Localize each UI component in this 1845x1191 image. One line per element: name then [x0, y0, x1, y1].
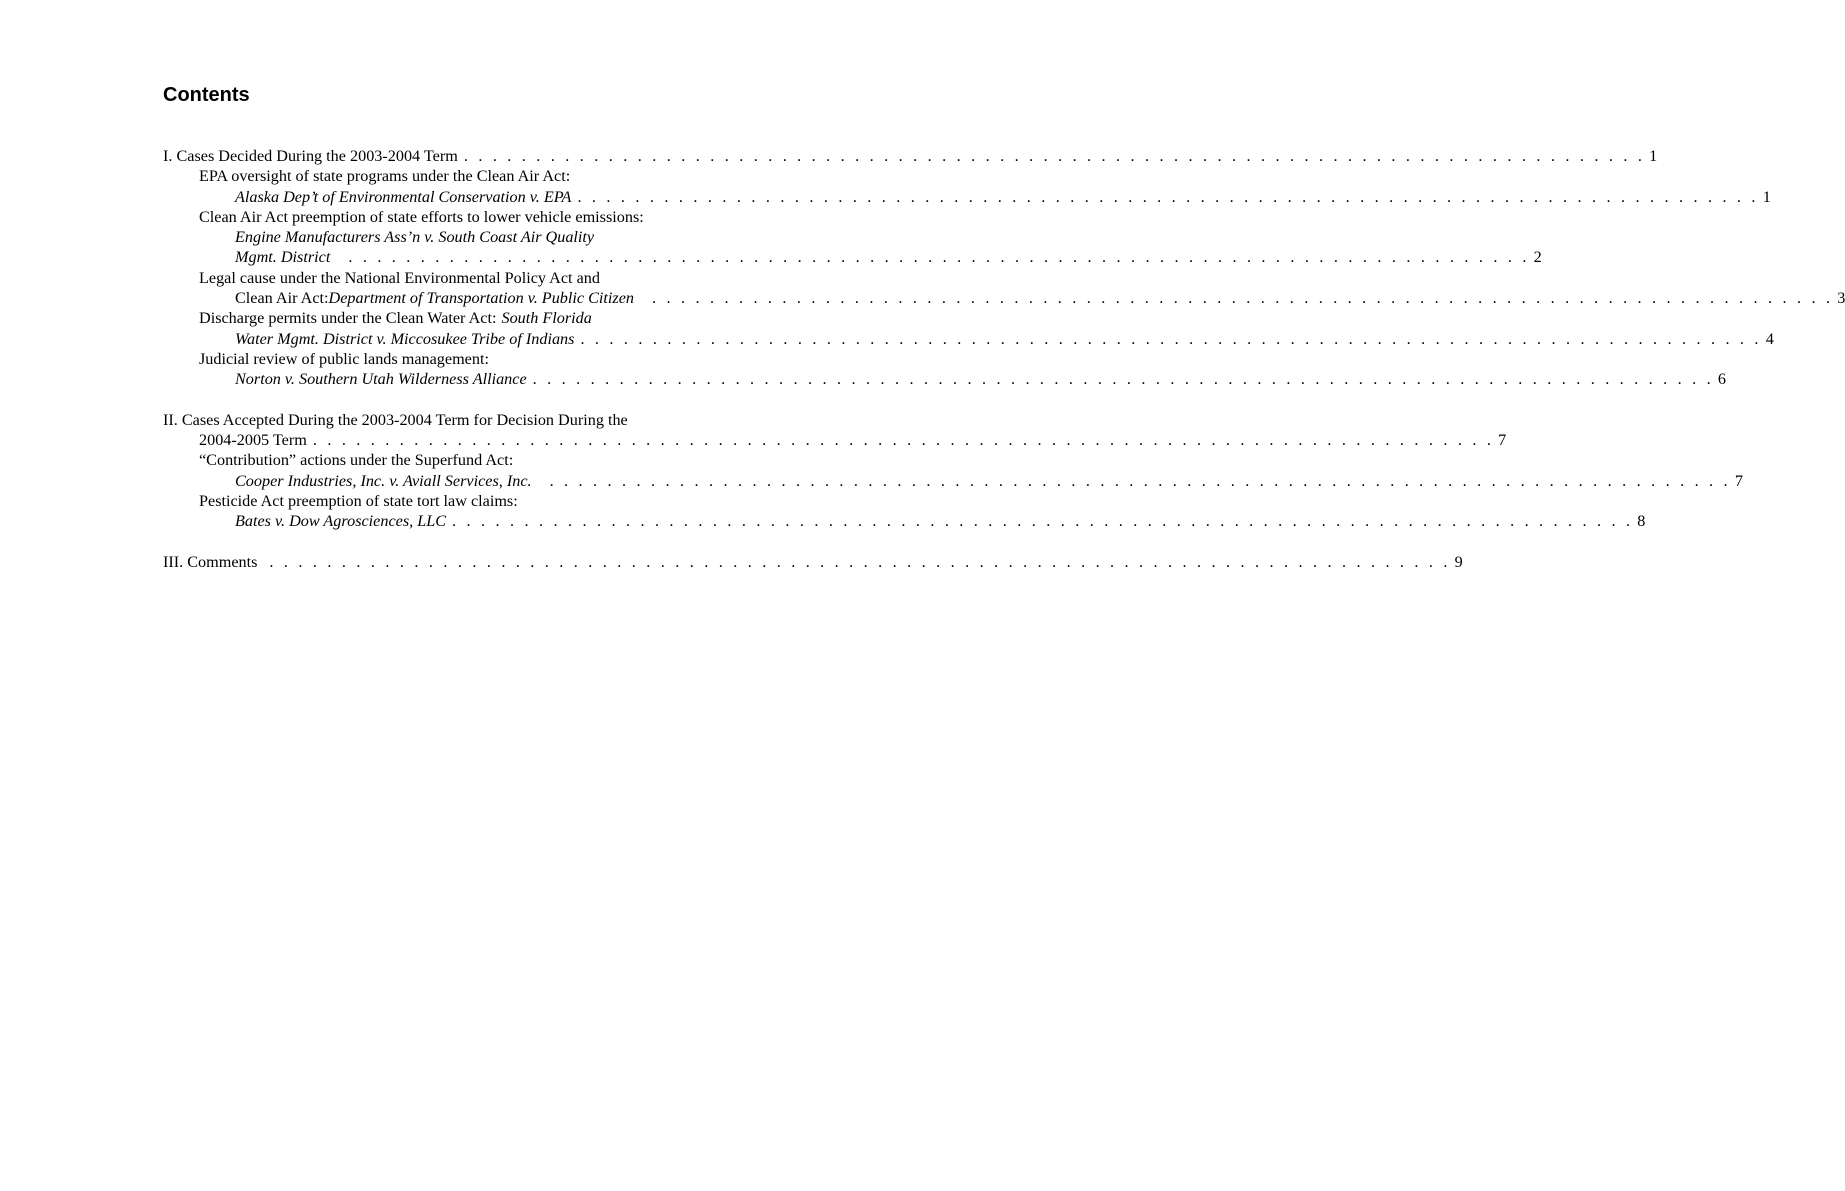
page-number: 7 — [1734, 471, 1743, 490]
case-title: Department of Transportation v. Public Citizen — [328, 289, 634, 308]
toc-section-2 — [163, 410, 1743, 532]
dot-leader: . . . . . . . . . . . . . . . . . . . . . . . . . . . . . . . . . . . . . . . . . . . . . . . . . . . . . . . . . . . . . . . . . . . . . . . . . . . . . . . . . . — [651, 289, 1834, 308]
toc-entry-engine-manufacturers[interactable] — [163, 247, 1542, 267]
toc-topic — [163, 491, 758, 511]
dot-leader: . . . . . . . . . . . . . . . . . . . . . . . . . . . . . . . . . . . . . . . . . . . . . . . . . . . . . . . . . . . . . . . . . . . . . . . . . . . . . . . . . . — [577, 187, 1759, 206]
toc-section-1 — [163, 146, 1845, 390]
toc-topic — [163, 166, 758, 186]
dot-leader: . . . . . . . . . . . . . . . . . . . . . . . . . . . . . . . . . . . . . . . . . . . . . . . . . . . . . . . . . . . . . . . . . . . . . . . . . . . . . . . . . . — [463, 147, 1646, 165]
page-number: 2 — [1533, 248, 1542, 267]
case-title: Alaska Dep’t of Environmental Conservation v. EPA — [235, 187, 572, 206]
toc-entry-section-2[interactable] — [163, 430, 1507, 450]
toc-entry-miccosukee[interactable] — [163, 329, 1774, 349]
dot-leader: . . . . . . . . . . . . . . . . . . . . . . . . . . . . . . . . . . . . . . . . . . . . . . . . . . . . . . . . . . . . . . . . . . . . . . . . . . . . . . . . . . — [312, 431, 1495, 450]
toc-topic — [163, 308, 758, 328]
dot-leader: . . . . . . . . . . . . . . . . . . . . . . . . . . . . . . . . . . . . . . . . . . . . . . . . . . . . . . . . . . . . . . . . . . . . . . . . . . . . . . . . . . — [532, 370, 1714, 389]
topic-text: Judicial review of public lands management: — [199, 349, 489, 368]
page-number: 3 — [1837, 289, 1845, 308]
section-2-heading: II. Cases Accepted During the 2003-2004 Term for Decision During the — [163, 410, 628, 429]
toc-section-3 — [163, 552, 1463, 572]
toc-entry-bates[interactable] — [163, 511, 1646, 531]
page-number: 1 — [1762, 187, 1771, 206]
topic-text: EPA oversight of state programs under the Clean Air Act: — [199, 167, 571, 186]
page-title: Contents — [163, 84, 250, 106]
case-title: Mgmt. District — [235, 248, 331, 267]
case-title: Norton v. Southern Utah Wilderness Alliance — [235, 370, 527, 389]
dot-leader: . . . . . . . . . . . . . . . . . . . . . . . . . . . . . . . . . . . . . . . . . . . . . . . . . . . . . . . . . . . . . . . . . . . . . . . . . . . . . . . . . . — [269, 552, 1451, 571]
case-title: Engine Manufacturers Ass’n v. South Coast Air Quality — [235, 228, 595, 247]
page-number: 4 — [1765, 329, 1774, 348]
dot-leader: . . . . . . . . . . . . . . . . . . . . . . . . . . . . . . . . . . . . . . . . . . . . . . . . . . . . . . . . . . . . . . . . . . . . . . . . . . . . . . . . . . — [580, 329, 1762, 348]
section-1-heading: I. Cases Decided During the 2003-2004 Term — [163, 147, 458, 165]
dot-leader: . . . . . . . . . . . . . . . . . . . . . . . . . . . . . . . . . . . . . . . . . . . . . . . . . . . . . . . . . . . . . . . . . . . . . . . . . . . . . . . . . . — [348, 248, 1530, 267]
case-title: Cooper Industries, Inc. v. Aviall Services, Inc. — [235, 471, 532, 490]
topic-text: “Contribution” actions under the Superfund Act: — [199, 451, 514, 470]
dot-leader: . . . . . . . . . . . . . . . . . . . . . . . . . . . . . . . . . . . . . . . . . . . . . . . . . . . . . . . . . . . . . . . . . . . . . . . . . . . . . . . . . . — [549, 471, 1731, 490]
toc-entry-section-3[interactable] — [163, 552, 1463, 572]
page-number: 1 — [1649, 147, 1658, 165]
case-title: Bates v. Dow Agrosciences, LLC — [235, 512, 447, 531]
toc-case-continued — [163, 227, 758, 247]
toc-entry-cooper[interactable] — [163, 471, 1743, 491]
section-2-heading-line — [163, 410, 758, 430]
toc-topic — [163, 450, 758, 470]
topic-text: Clean Air Act preemption of state efforts to lower vehicle emissions: — [199, 207, 644, 226]
toc-entry-alaska[interactable] — [163, 187, 1771, 207]
toc-entry-public-citizen[interactable] — [163, 288, 1845, 308]
case-title: Water Mgmt. District v. Miccosukee Tribe of Indians — [235, 329, 575, 348]
page-number: 7 — [1498, 431, 1507, 450]
section-3-heading: III. Comments — [163, 552, 258, 571]
table-of-contents — [163, 146, 1845, 593]
toc-entry-section-1[interactable] — [163, 146, 1658, 166]
section-2-heading-continued: 2004-2005 Term — [199, 431, 307, 450]
topic-text: Clean Air Act: — [235, 289, 329, 308]
page-number: 8 — [1637, 512, 1646, 531]
toc-entry-norton[interactable] — [163, 369, 1726, 389]
toc-topic — [163, 349, 758, 369]
toc-topic — [163, 268, 758, 288]
toc-topic — [163, 207, 758, 227]
case-title: South Florida — [501, 309, 592, 328]
page-number: 9 — [1454, 552, 1463, 571]
topic-text: Pesticide Act preemption of state tort law claims: — [199, 492, 518, 511]
page-number: 6 — [1717, 370, 1726, 389]
topic-text: Legal cause under the National Environmental Policy Act and — [199, 268, 600, 287]
dot-leader: . . . . . . . . . . . . . . . . . . . . . . . . . . . . . . . . . . . . . . . . . . . . . . . . . . . . . . . . . . . . . . . . . . . . . . . . . . . . . . . . . . — [452, 512, 1634, 531]
topic-text: Discharge permits under the Clean Water Act: — [199, 309, 497, 328]
